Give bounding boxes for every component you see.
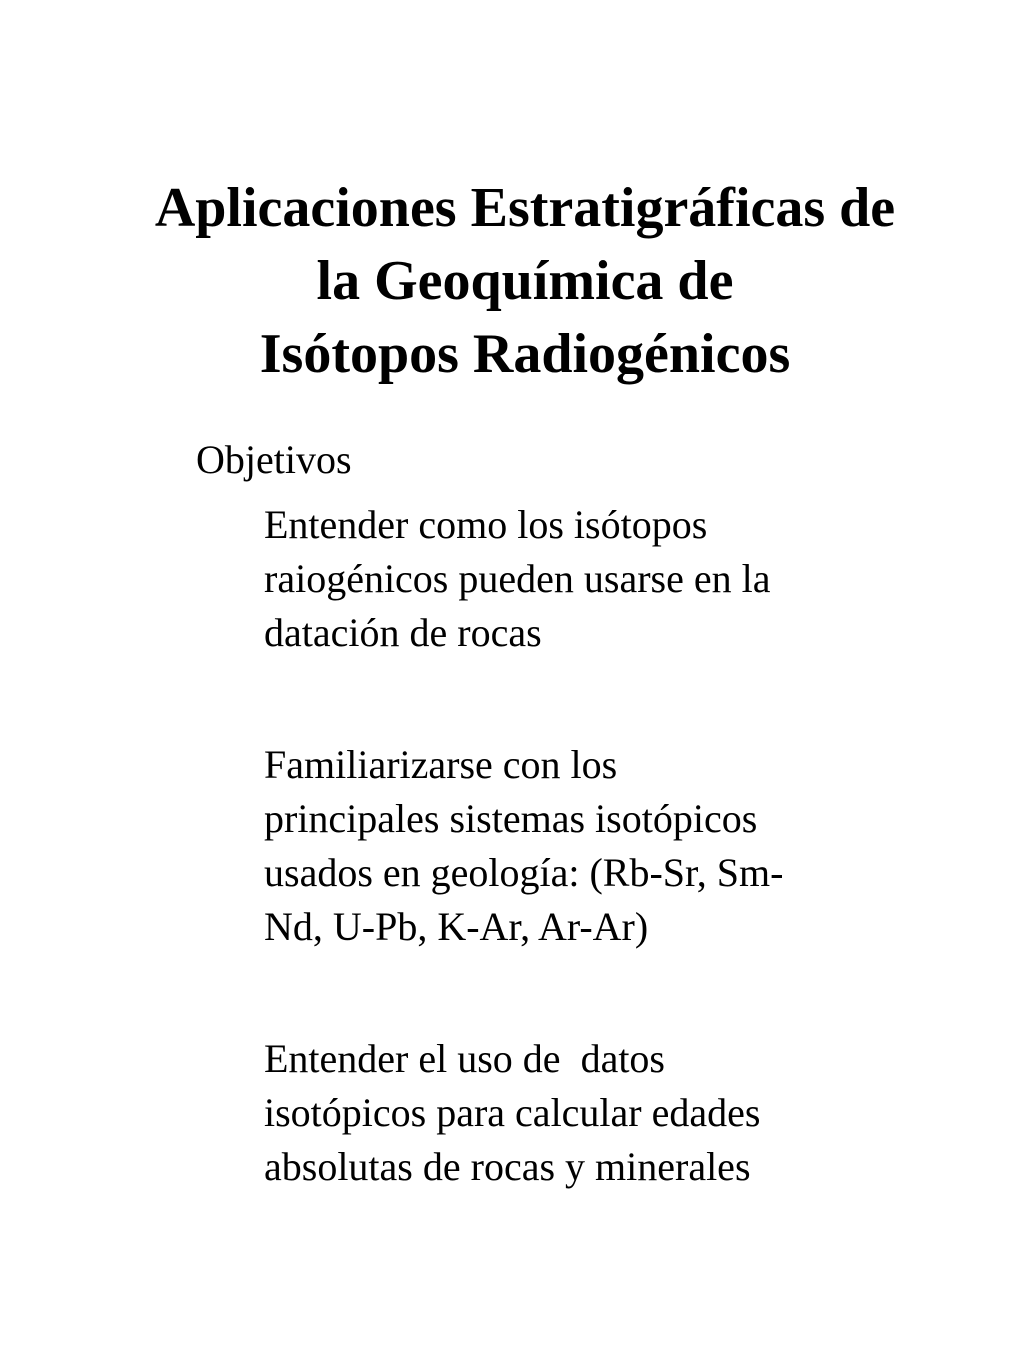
objective-line: raiogénicos pueden usarse en la (264, 556, 771, 601)
objective-line: Entender como los isótopos (264, 502, 708, 547)
objective-line: datación de rocas (264, 610, 542, 655)
objective-line: usados en geología: (Rb-Sr, Sm- (264, 850, 784, 895)
slide-title (60, 172, 990, 391)
title-line: Aplicaciones Estratigráficas de (154, 177, 896, 239)
objective-line: isotópicos para calcular edades (264, 1090, 761, 1135)
objective-item (264, 738, 783, 954)
title-line: Isótopos Radiogénicos (259, 323, 791, 385)
objective-line: Nd, U-Pb, K-Ar, Ar-Ar) (264, 904, 649, 949)
objective-line: Familiarizarse con los (264, 742, 618, 787)
objective-line: absolutas de rocas y minerales (264, 1144, 751, 1189)
objectives-heading: Objetivos (196, 437, 352, 482)
objective-item (264, 498, 770, 660)
objective-item (264, 1032, 760, 1194)
title-line: la Geoquímica de (316, 250, 734, 312)
objective-line: Entender el uso de datos (264, 1036, 665, 1081)
objective-line: principales sistemas isotópicos (264, 796, 758, 841)
